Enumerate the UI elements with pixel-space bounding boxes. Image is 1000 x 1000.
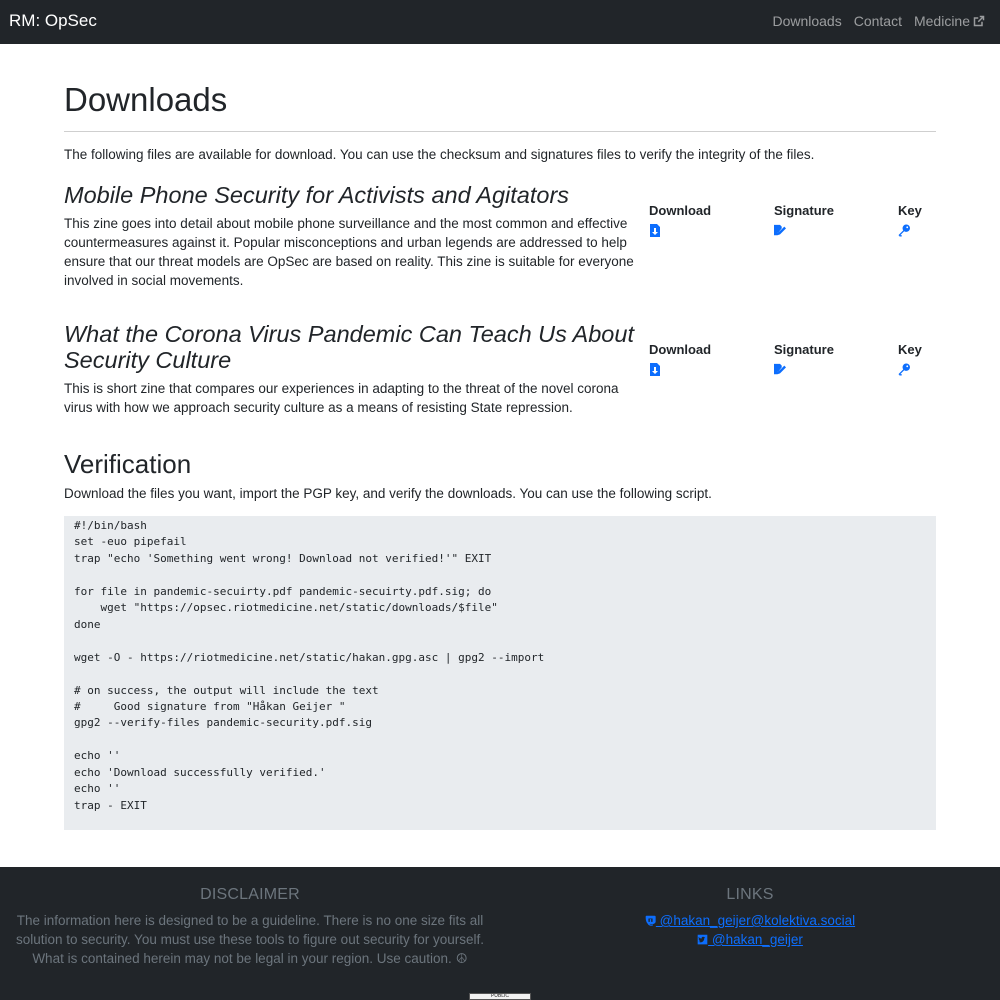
document-description: This is short zine that compares our experiences in adapting to the threat of the novel corona virus with how we approach security culture as a means of resisting State repression. [64,381,619,415]
footer [0,867,1000,1000]
document-title: Mobile Phone Security for Activists and Agitators [64,182,570,208]
nav-link-contact[interactable] [854,13,902,29]
document-description: This zine goes into detail about mobile phone surveillance and the most common and effective countermeasures against it. Popular misconceptions and urban legends are addressed to help ensure that our threat models are OpSec are based on reality. This zine is suitable for everyone involved in social movements. [64,216,634,288]
download-column [649,203,711,237]
intro-text: The following files are available for download. You can use the checksum and signatures files to verify the integrity of the files. [64,147,815,162]
document-entry [64,182,936,290]
disclaimer-body: The information here is designed to be a guideline. There is no one size fits all solution to security. You must use these tools to figure out security for yourself. What is contained herein may not be legal in your region. Use caution. [16,913,484,966]
links-section [500,885,1000,949]
signature-header: Signature [774,203,834,218]
nav-link-label: Contact [853,13,902,29]
document-title: What the Corona Virus Pandemic Can Teach Us About Security Culture [64,321,634,373]
signature-file-icon[interactable] [774,224,786,237]
mastodon-link[interactable] [500,911,1000,930]
mastodon-icon [645,915,656,926]
key-icon[interactable] [898,224,910,237]
download-header: Download [649,203,712,218]
twitter-icon [697,934,708,945]
verification-text: Download the files you want, import the PGP key, and verify the downloads. You can use the following script. [64,486,712,501]
key-icon[interactable] [898,363,910,376]
license-badge[interactable]: PUBLIC [469,993,531,1000]
download-file-icon[interactable] [649,363,661,376]
twitter-link[interactable] [500,930,1000,949]
verification-title: Verification [64,449,192,479]
key-column [898,342,922,376]
navbar [0,0,1000,44]
disclaimer-section [0,885,500,968]
disclaimer-title: DISCLAIMER [200,886,300,903]
signature-header: Signature [774,342,834,357]
social-links [500,911,1000,949]
download-header: Download [649,342,712,357]
page-title: Downloads [64,81,228,118]
twitter-handle: @hakan_geijer [708,932,803,947]
peace-icon: ☮ [455,951,468,966]
disclaimer-text [10,911,490,968]
document-entry [64,321,936,417]
nav-link-medicine[interactable] [914,13,985,29]
key-header: Key [898,203,922,218]
key-header: Key [898,342,922,357]
signature-file-icon[interactable] [774,363,786,376]
nav-links [772,13,985,29]
mastodon-handle: @hakan_geijer@kolektiva.social [655,913,856,928]
download-column [649,342,711,376]
title-divider [64,131,936,132]
links-title: LINKS [726,886,774,903]
signature-column [774,203,834,237]
verification-script[interactable]: #!/bin/bash set -euo pipefail trap "echo 'Something went wrong! Download not verified!'" EXIT for file in pandemic-secuirty.pdf pandemic-secuirty.pdf.sig; do wget "https://opsec.riotmedicine.net/static/downloads/$file" done wget -O - https://riotmedicine.net/static/hakan.gpg.asc | gpg2 --import # on success, the output will include the text # Good signature from "Håkan Geijer " gpg2 --verify-files pandemic-security.pdf.sig echo '' echo 'Download successfully verified.' echo '' trap - EXIT [64,516,936,830]
nav-link-downloads[interactable] [772,13,841,29]
download-file-icon[interactable] [649,224,661,237]
brand-link[interactable]: RM: OpSec [9,11,97,30]
nav-link-label: Downloads [772,13,842,29]
signature-column [774,342,834,376]
external-link-icon [973,15,985,27]
nav-link-label: Medicine [913,13,970,29]
key-column [898,203,922,237]
